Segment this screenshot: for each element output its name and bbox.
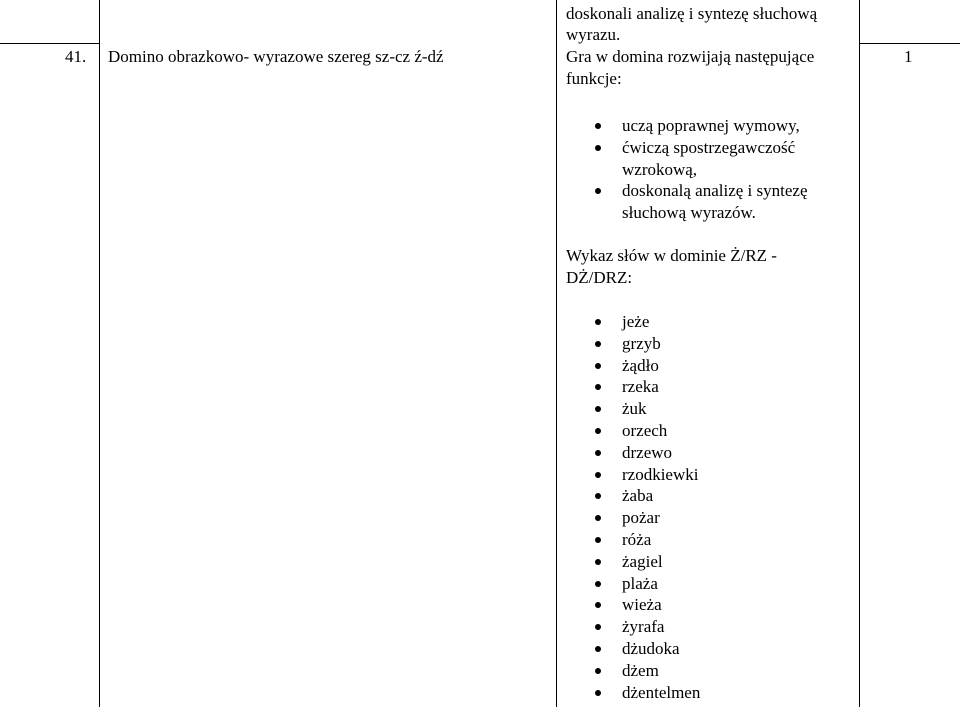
- list-item: doskonalą analizę i syntezę: [622, 181, 808, 201]
- list-item: żyrafa: [622, 616, 700, 638]
- word-list: [622, 311, 700, 703]
- column-divider: [859, 0, 860, 707]
- word-list-heading: DŻ/DRZ:: [566, 268, 633, 287]
- list-item: wzrokową,: [622, 159, 698, 179]
- list-item: rzodkiewki: [622, 464, 699, 484]
- intro-text: funkcje:: [566, 69, 622, 88]
- list-item: grzyb: [622, 333, 700, 355]
- row-number: 41.: [65, 47, 87, 66]
- prev-function-line: wyrazu.: [566, 25, 621, 44]
- list-item: żądło: [622, 355, 700, 377]
- list-item: żaba: [622, 485, 700, 507]
- column-divider: [556, 0, 557, 707]
- row-divider: [0, 43, 100, 44]
- list-item: ćwiczą spostrzegawczość: [622, 137, 808, 159]
- list-item: róża: [622, 529, 700, 551]
- column-divider: [99, 0, 100, 707]
- list-item: drzewo: [622, 442, 700, 464]
- list-item: wieża: [622, 594, 700, 616]
- list-item: słuchową wyrazów.: [622, 203, 756, 223]
- list-item: orzech: [622, 420, 700, 442]
- list-item: żagiel: [622, 551, 700, 573]
- list-item: rzeka: [622, 376, 700, 398]
- hours-value: 1: [904, 47, 913, 66]
- functions-list: [622, 115, 808, 224]
- list-item: plaża: [622, 573, 700, 595]
- prev-function-line: doskonali analizę i syntezę słuchową: [566, 4, 818, 23]
- list-item: jeże: [622, 311, 700, 333]
- list-item: żuk: [622, 398, 700, 420]
- word-list-heading: Wykaz słów w dominie Ż/RZ -: [566, 246, 777, 265]
- intro-text: Gra w domina rozwijają następujące: [566, 47, 815, 66]
- list-item: dżem: [622, 660, 700, 682]
- list-item: pożar: [622, 507, 700, 529]
- list-item: uczą poprawnej wymowy,: [622, 115, 808, 137]
- list-item: dżudoka: [622, 638, 700, 660]
- row-divider: [859, 43, 960, 44]
- row-title: Domino obrazkowo- wyrazowe szereg sz-cz ź-dź: [108, 47, 444, 66]
- list-item: dżentelmen: [622, 682, 701, 702]
